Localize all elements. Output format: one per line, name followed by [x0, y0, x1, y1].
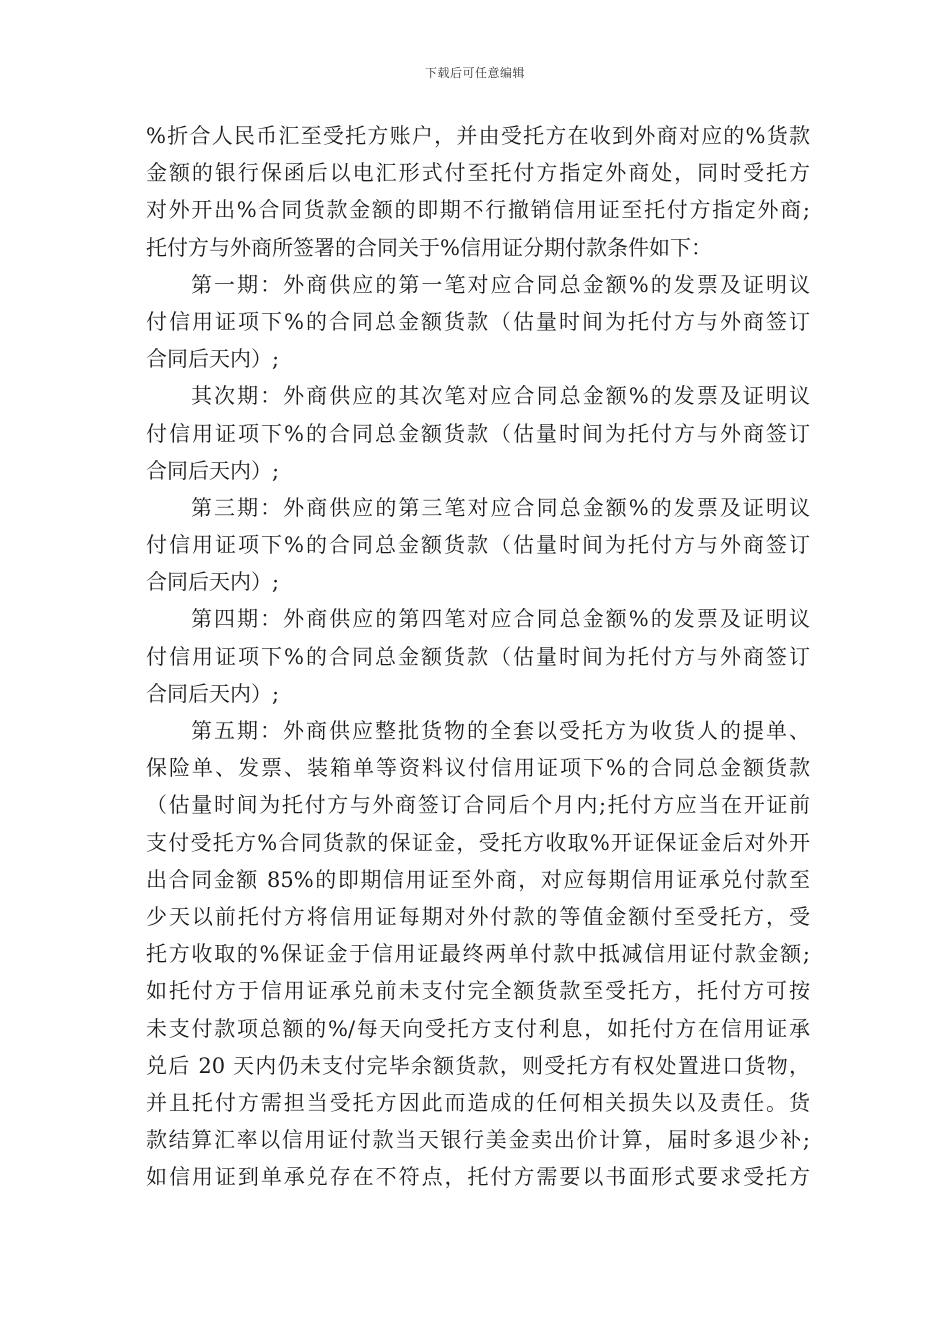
paragraph-line: 合同后天内）;: [146, 347, 280, 372]
paragraph-line: 第一期：外商供应的第一笔对应合同总金额%的发票及证明议: [191, 272, 810, 297]
paragraph-line: 付信用证项下%的合同总金额货款（估量时间为托付方与外商签订: [146, 421, 810, 446]
paragraph-line: 第五期：外商供应整批货物的全套以受托方为收货人的提单、: [191, 719, 810, 743]
paragraph-line: 合同后天内）;: [146, 570, 280, 595]
paragraph-line: 支付受托方%合同货款的保证金，受托方收取%开证保证金后对外开: [146, 830, 810, 855]
paragraph-line: 未支付款项总额的%/每天向受托方支付利息，如托付方在信用证承: [146, 1016, 810, 1041]
paragraph-line: 对外开出%合同货款金额的即期不行撤销信用证至托付方指定外商;: [146, 198, 810, 223]
paragraph-line: 托付方与外商所签署的合同关于%信用证分期付款条件如下：: [146, 235, 712, 260]
paragraph-line: 付信用证项下%的合同总金额货款（估量时间为托付方与外商签订: [146, 644, 810, 669]
paragraph-line: 保险单、发票、装箱单等资料议付信用证项下%的合同总金额货款: [146, 756, 810, 781]
paragraph-line: 合同后天内）;: [146, 458, 280, 483]
paragraph-line: 并且托付方需担当受托方因此而造成的任何相关损失以及责任。货: [146, 1090, 810, 1115]
paragraph-line: %折合人民币汇至受托方账户，并由受托方在收到外商对应的%货款: [146, 124, 810, 148]
paragraph-line: 付信用证项下%的合同总金额货款（估量时间为托付方与外商签订: [146, 533, 810, 558]
paragraph-line: 第四期：外商供应的第四笔对应合同总金额%的发票及证明议: [191, 607, 810, 632]
paragraph-line: （估量时间为托付方与外商签订合同后个月内;托付方应当在开证前: [146, 793, 810, 818]
paragraph-line: 款结算汇率以信用证付款当天银行美金卖出价计算，届时多退少补;: [146, 1128, 810, 1153]
paragraph-line: 出合同金额 85%的即期信用证至外商，对应每期信用证承兑付款至: [146, 867, 810, 892]
document-body: [146, 118, 810, 1196]
page-header: 下载后可任意编辑: [424, 66, 525, 80]
paragraph-line: 合同后天内）;: [146, 681, 280, 706]
paragraph-line: 兑后 20 天内仍未支付完毕余额货款，则受托方有权处置进口货物，: [146, 1053, 810, 1078]
paragraph-line: 如信用证到单承兑存在不符点，托付方需要以书面形式要求受托方: [146, 1165, 810, 1190]
paragraph-line: 第三期：外商供应的第三笔对应合同总金额%的发票及证明议: [191, 495, 810, 520]
paragraph-line: 付信用证项下%的合同总金额货款（估量时间为托付方与外商签订: [146, 309, 810, 334]
paragraph-line: 金额的银行保函后以电汇形式付至托付方指定外商处，同时受托方: [146, 161, 810, 186]
paragraph-line: 托方收取的%保证金于信用证最终两单付款中抵减信用证付款金额;: [146, 942, 810, 967]
paragraph-line: 如托付方于信用证承兑前未支付完全额货款至受托方，托付方可按: [146, 979, 810, 1004]
paragraph-line: 其次期：外商供应的其次笔对应合同总金额%的发票及证明议: [191, 384, 810, 409]
paragraph-line: 少天以前托付方将信用证每期对外付款的等值金额付至受托方，受: [146, 904, 810, 929]
